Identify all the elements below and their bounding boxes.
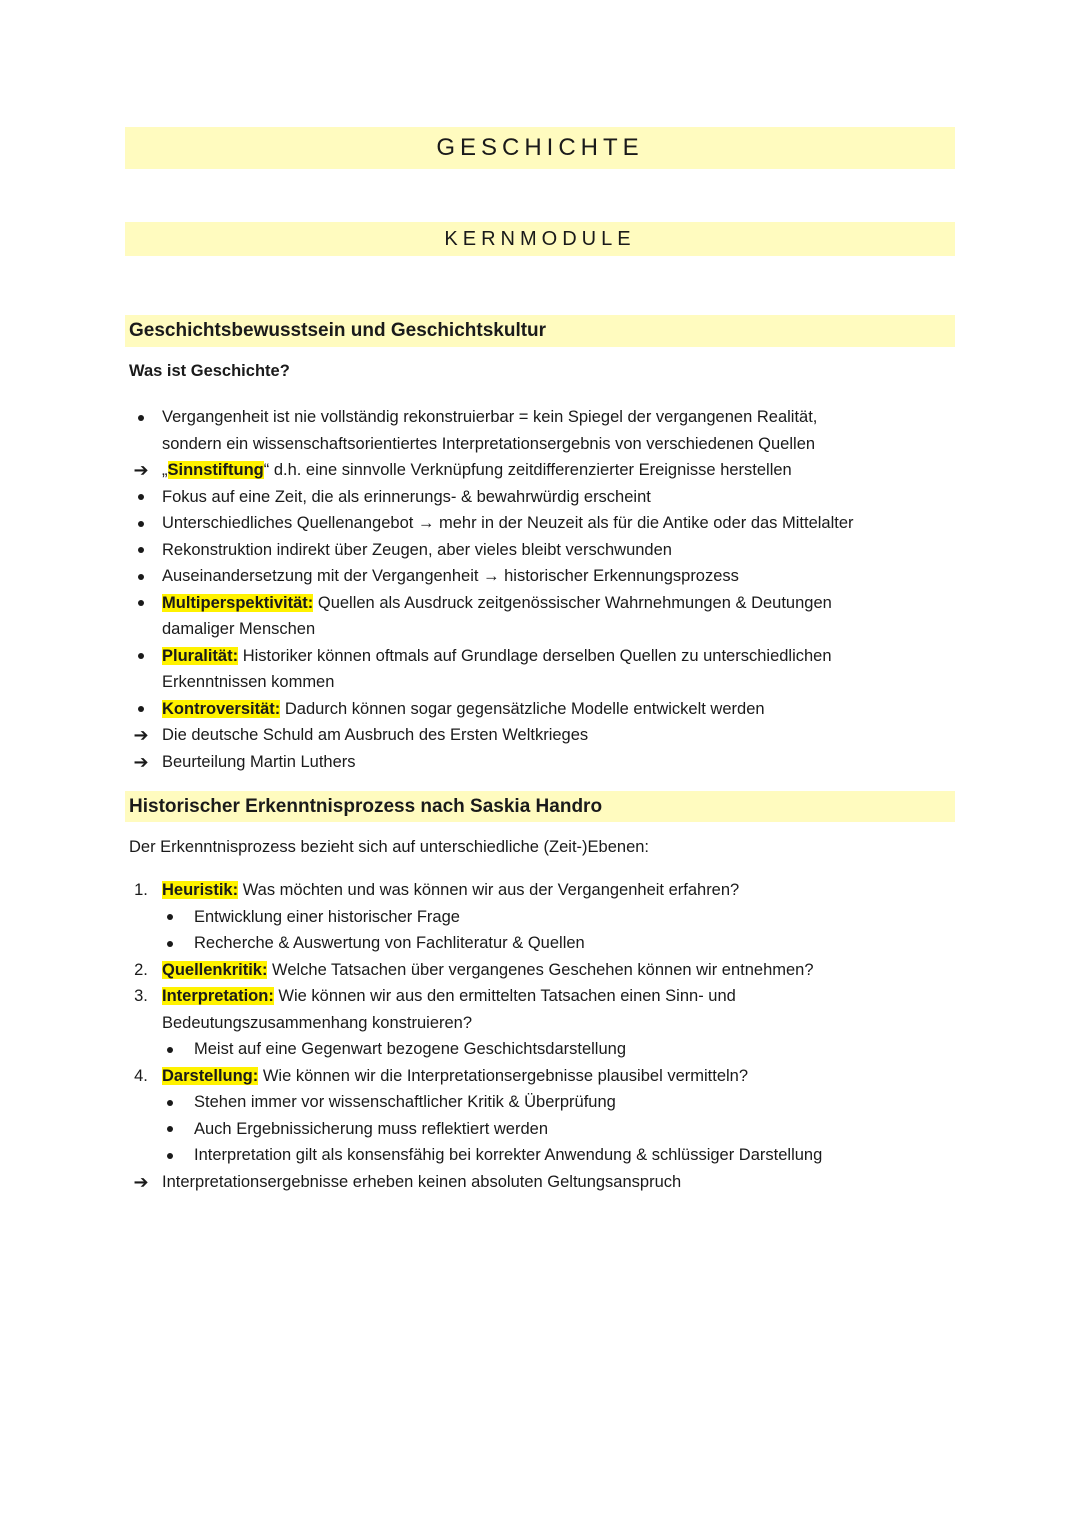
section-intro: Der Erkenntnisprozess bezieht sich auf unterschiedliche (Zeit-)Ebenen: <box>129 838 650 856</box>
sub-list-item <box>126 904 956 931</box>
list-item-text: sondern ein wissenschaftsorientiertes Interpretationsergebnis von verschiedenen Quellen <box>162 434 816 453</box>
term-highlight: Interpretation: <box>162 987 274 1005</box>
section-heading-2: Historischer Erkenntnisprozess nach Saskia Handro <box>125 791 955 822</box>
bullet-icon <box>160 904 180 931</box>
list-item-text: Was möchten und was können wir aus der Vergangenheit erfahren? <box>238 881 740 899</box>
list-item-text: Welche Tatsachen über vergangenes Geschehen können wir entnehmen? <box>267 960 814 979</box>
list-item-text: Wie können wir die Interpretationsergebnisse plausibel vermitteln? <box>258 1066 749 1085</box>
list-item-text: Die deutsche Schuld am Ausbruch des Ersten Weltkrieges <box>162 726 589 744</box>
sub-list-item <box>126 1036 956 1063</box>
list-item <box>126 1063 956 1090</box>
list-item-text: Auseinandersetzung mit der Vergangenheit → historischer Erkennungsprozess <box>162 567 739 585</box>
page-subtitle: KERNMODULE <box>125 222 955 256</box>
bullet-icon <box>126 510 156 537</box>
list-item-text: Vergangenheit ist nie vollständig rekonstruierbar = kein Spiegel der vergangenen Realität, <box>162 408 818 426</box>
list-item-text: Wie können wir aus den ermittelten Tatsachen einen Sinn- und <box>273 987 736 1005</box>
list-item <box>126 643 956 696</box>
bullet-icon <box>160 1116 180 1143</box>
list-item-text: Stehen immer vor wissenschaftlicher Kritik & Überprüfung <box>194 1093 616 1111</box>
term-highlight: Pluralität: <box>162 646 239 665</box>
page-title: GESCHICHTE <box>125 127 955 169</box>
sub-list-item <box>126 930 956 957</box>
list-item <box>126 510 956 537</box>
list-item <box>126 590 956 643</box>
bullet-icon <box>126 643 156 670</box>
list-item <box>126 1169 956 1196</box>
bullet-icon <box>126 563 156 590</box>
bullet-icon <box>126 484 156 511</box>
list-item <box>126 404 956 457</box>
list-item <box>126 457 956 484</box>
sub-list-item <box>126 1116 956 1143</box>
sub-list-item <box>126 1142 956 1169</box>
list-item <box>126 957 956 984</box>
quote-mark: „ <box>162 461 168 479</box>
list-item-text: Beurteilung Martin Luthers <box>162 752 356 771</box>
list-item-text: Erkenntnissen kommen <box>162 673 335 691</box>
list-item <box>126 749 956 776</box>
bullet-icon <box>126 537 156 564</box>
list-item <box>126 722 956 749</box>
list-item-text: Recherche & Auswertung von Fachliteratur & Quellen <box>194 934 585 952</box>
list-item-text: Rekonstruktion indirekt über Zeugen, aber vieles bleibt verschwunden <box>162 540 672 559</box>
term-highlight: Sinnstiftung <box>167 461 264 479</box>
list-number: 4. <box>134 1066 148 1085</box>
list-item-text: Historiker können oftmals auf Grundlage derselben Quellen zu unterschiedlichen <box>238 646 832 665</box>
section-heading-1: Geschichtsbewusstsein und Geschichtskultur <box>125 315 955 347</box>
list-item-text: Quellen als Ausdruck zeitgenössischer Wahrnehmungen & Deutungen <box>313 593 832 612</box>
list-item-text: Auch Ergebnissicherung muss reflektiert werden <box>194 1119 549 1138</box>
list-item <box>126 484 956 511</box>
arrow-right-icon: ➔ <box>133 725 149 745</box>
bullet-icon <box>160 930 180 957</box>
list-item-text: Dadurch können sogar gegensätzliche Modelle entwickelt werden <box>280 699 765 718</box>
arrow-right-icon: ➔ <box>133 751 149 772</box>
list-number: 2. <box>134 960 148 979</box>
bullet-icon <box>126 696 156 723</box>
section-1-list <box>126 404 956 775</box>
bullet-icon <box>126 404 156 431</box>
list-item-text: Meist auf eine Gegenwart bezogene Geschichtsdarstellung <box>194 1040 627 1058</box>
term-highlight: Kontroversität: <box>162 699 281 718</box>
list-item <box>126 877 956 904</box>
bullet-icon <box>160 1142 180 1169</box>
list-item-text: Interpretation gilt als konsensfähig bei korrekter Anwendung & schlüssiger Darstellung <box>194 1146 823 1164</box>
list-item-text: damaliger Menschen <box>162 620 316 638</box>
term-highlight: Quellenkritik: <box>162 960 268 979</box>
list-item-text: Interpretationsergebnisse erheben keinen absoluten Geltungsanspruch <box>162 1172 682 1191</box>
bullet-icon <box>160 1089 180 1116</box>
term-highlight: Darstellung: <box>162 1066 259 1085</box>
list-item <box>126 537 956 564</box>
list-item-text: Entwicklung einer historischer Frage <box>194 907 460 926</box>
section-2-list <box>126 877 956 1195</box>
list-item <box>126 696 956 723</box>
list-item <box>126 563 956 590</box>
sub-list-item <box>126 1089 956 1116</box>
term-highlight: Heuristik: <box>162 881 239 899</box>
list-item-text: Unterschiedliches Quellenangebot → mehr in der Neuzeit als für die Antike oder das Mittelalter <box>162 514 854 532</box>
section-question: Was ist Geschichte? <box>129 362 290 380</box>
bullet-icon <box>160 1036 180 1063</box>
list-item-text: “ d.h. eine sinnvolle Verknüpfung zeitdifferenzierter Ereignisse herstellen <box>263 461 792 479</box>
list-number: 3. <box>134 987 148 1005</box>
list-number: 1. <box>134 881 148 899</box>
arrow-right-icon: ➔ <box>133 460 149 480</box>
list-item-text: Fokus auf eine Zeit, die als erinnerungs- & bewahrwürdig erscheint <box>162 487 651 506</box>
term-highlight: Multiperspektivität: <box>162 593 314 612</box>
list-item-text: Bedeutungszusammenhang konstruieren? <box>162 1013 473 1032</box>
arrow-right-icon: ➔ <box>133 1171 149 1192</box>
list-item <box>126 983 956 1036</box>
bullet-icon <box>126 590 156 617</box>
